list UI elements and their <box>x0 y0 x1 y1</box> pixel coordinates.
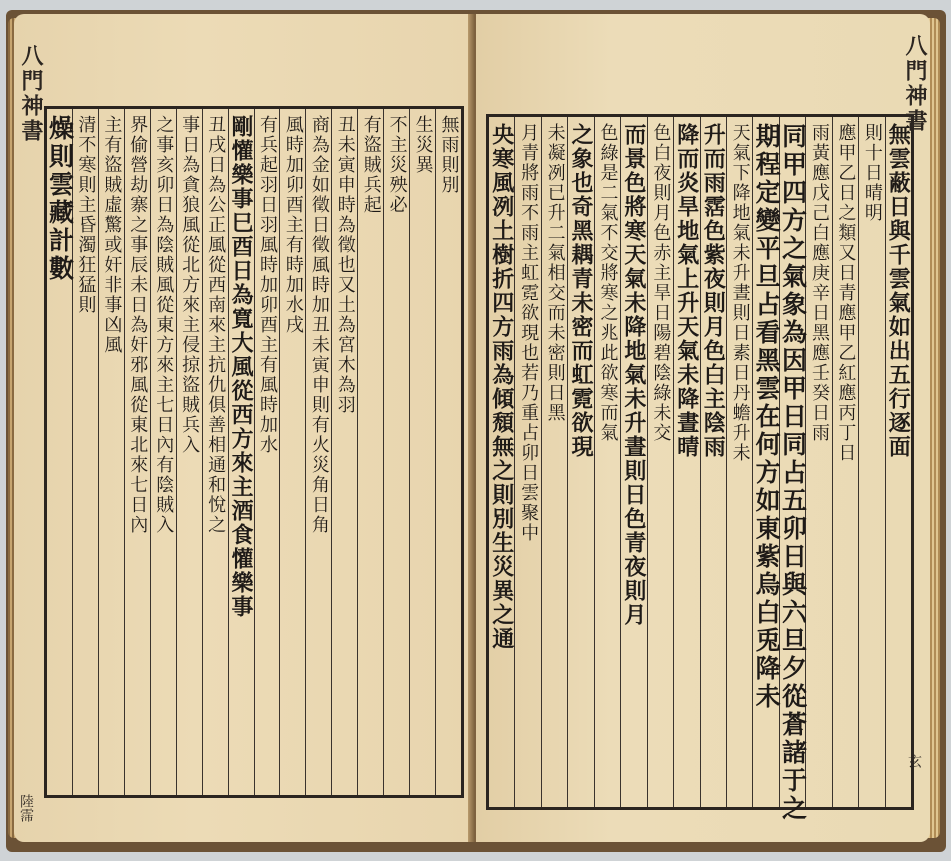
column-text: 風時加卯酉主有時加水戌 <box>282 115 304 335</box>
left-page-column <box>176 109 202 795</box>
column-text: 生災異 <box>412 115 434 175</box>
column-text: 無雲蔽日與千雲氣如出五行逐面 <box>885 123 912 459</box>
left-page-column <box>331 109 357 795</box>
left-page-column <box>279 109 305 795</box>
column-text: 丑未寅申時為徵也又土為宮木為羽 <box>334 115 356 415</box>
column-text: 色白夜則月色赤主旱日陽碧陰綠未交 <box>650 123 672 443</box>
column-text: 燥則雲藏計數 <box>45 115 75 283</box>
column-text: 有兵起羽日羽風時加卯酉主有風時加水 <box>256 115 278 455</box>
left-page-column <box>435 109 461 795</box>
column-text: 界偷營劫寨之事辰未日為奸邪風從東北來七日內 <box>127 115 149 535</box>
column-text: 則十日晴明 <box>861 123 883 223</box>
column-text: 而景色將寒天氣未降地氣未升晝則日色青夜則月 <box>620 123 647 627</box>
left-columns <box>47 109 461 795</box>
right-page-column <box>620 117 646 807</box>
column-text: 商為金如徵日徵風時加丑未寅申則有火災角日角 <box>308 115 330 535</box>
left-page-column <box>98 109 124 795</box>
right-page-column <box>489 117 514 807</box>
left-page-column <box>383 109 409 795</box>
right-page-column <box>514 117 540 807</box>
right-columns <box>488 117 912 823</box>
left-page-column <box>72 109 98 795</box>
left-page-column <box>254 109 280 795</box>
column-text: 剛懽樂事巳酉日為寬大風從西方來主酒食懽樂事 <box>228 115 255 619</box>
right-page-column <box>885 117 911 807</box>
left-page-column <box>202 109 228 795</box>
left-text-frame <box>44 106 464 798</box>
column-text: 月青將雨不雨主虹霓欲現也若乃重占卯日雲聚中 <box>518 123 540 543</box>
left-page-column <box>228 109 254 795</box>
column-text: 未凝冽已升二氣相交而未密則日黑 <box>544 123 566 423</box>
right-page-column <box>752 117 782 807</box>
right-folio: 玄 <box>906 754 922 768</box>
right-page-column <box>673 117 699 807</box>
right-page-column <box>541 117 567 807</box>
column-text: 丑戌日為公正風從西南來主抗仇俱善相通和悅之 <box>205 115 227 535</box>
right-page-column <box>594 117 620 807</box>
right-page-column <box>726 117 752 807</box>
right-page <box>476 14 930 842</box>
right-page-column <box>805 117 831 807</box>
left-page-column <box>357 109 383 795</box>
left-page-column <box>409 109 435 795</box>
right-page-column <box>858 117 884 807</box>
column-text: 之事亥卯日為陰賊風從東方來主七日內有陰賊入 <box>153 115 175 535</box>
left-page <box>14 14 472 842</box>
column-text: 之象也奇黑耦青未密而虹霓欲現 <box>568 123 595 459</box>
column-text: 事日為貪狼風從北方來主侵掠盜賊兵入 <box>179 115 201 455</box>
column-text: 有盜賊兵起 <box>360 115 382 215</box>
column-text: 升而雨霑色紫夜則月色白主陰雨 <box>700 123 727 459</box>
column-text: 主有盜賊虛驚或奸非事凶風 <box>101 115 123 355</box>
right-page-title: 八門神書 <box>902 34 928 134</box>
left-page-column <box>305 109 331 795</box>
left-folio: 陸霈 <box>18 794 34 822</box>
column-text: 雨黃應戊己白應庚辛日黑應壬癸日雨 <box>808 123 830 443</box>
column-text: 無雨則別 <box>438 115 460 195</box>
right-page-column <box>778 117 808 823</box>
column-text: 期程定變平旦占看黑雲在何方如東紫烏白兎降未 <box>752 123 782 711</box>
column-text: 色綠是二氣不交將寒之兆此欲寒而氣 <box>597 123 619 443</box>
column-text: 降而炎旱地氣上升天氣未降晝晴 <box>673 123 700 459</box>
column-text: 不主災殃必 <box>386 115 408 215</box>
column-text: 同甲四方之氣象為因甲日同占五卯日與六旦夕從蒼諸于之 <box>778 123 808 823</box>
column-text: 清不寒則主昏濁狂猛則 <box>75 115 97 315</box>
right-page-column <box>700 117 726 807</box>
left-page-column <box>150 109 176 795</box>
right-page-column <box>567 117 593 807</box>
right-page-column <box>832 117 858 807</box>
column-text: 應甲乙日之類又日青應甲乙紅應丙丁日 <box>835 123 857 463</box>
left-page-title: 八門神書 <box>18 44 44 144</box>
left-page-column <box>124 109 150 795</box>
left-page-column <box>45 109 75 795</box>
right-text-frame <box>486 114 914 823</box>
column-text: 天氣下降地氣未升晝則日素日丹蟾升未 <box>729 123 751 463</box>
right-page-column <box>647 117 673 807</box>
column-text: 央寒風冽土樹折四方雨為傾頹無之則別生災異之通 <box>488 123 515 651</box>
